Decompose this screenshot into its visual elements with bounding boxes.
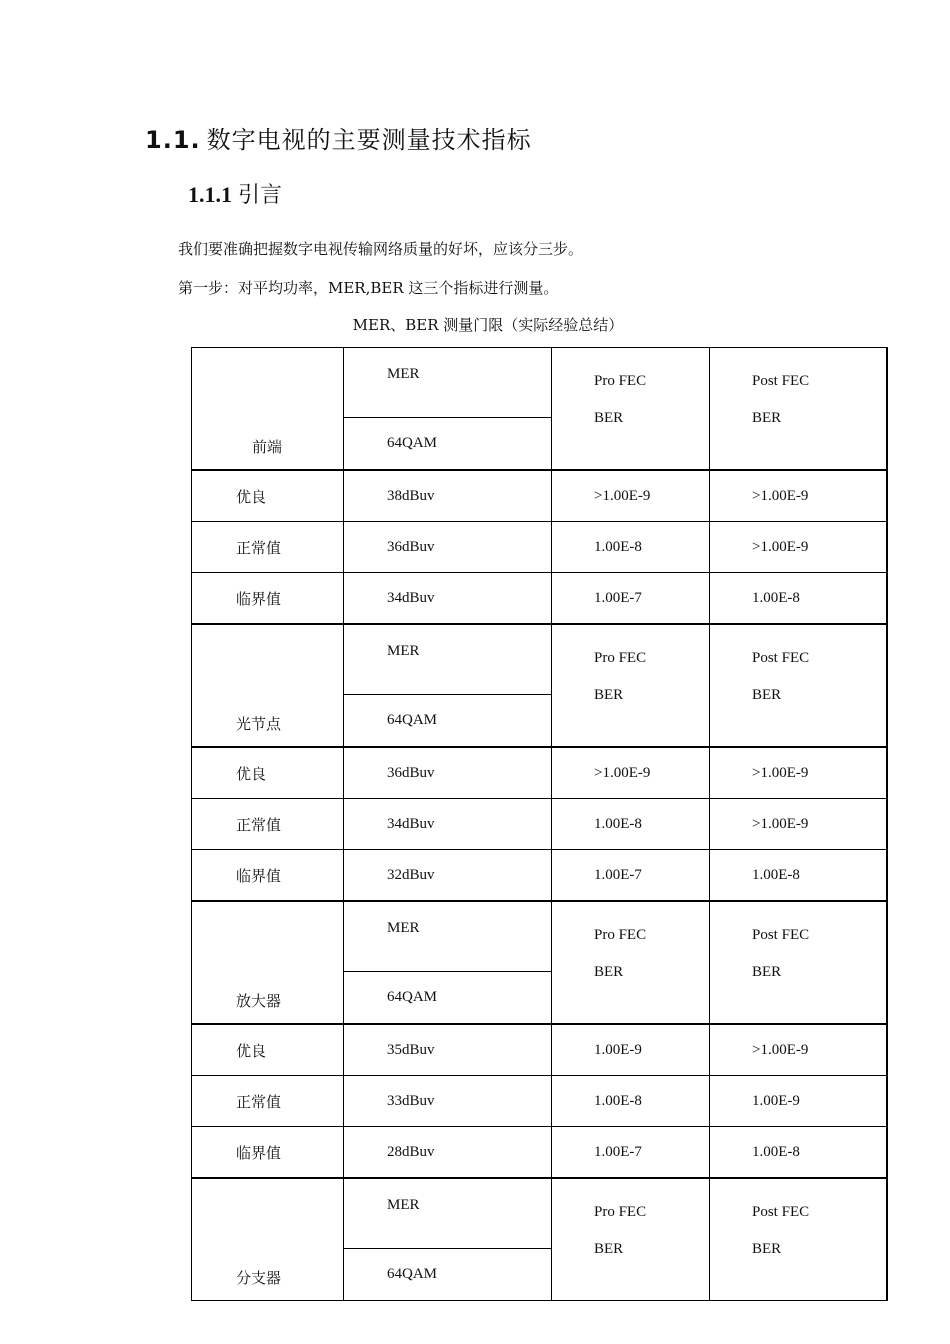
mer-value: 28dBuv [344, 1127, 552, 1179]
step-one-paragraph: 第一步：对平均功率，MER,BER 这三个指标进行测量。 [178, 279, 559, 297]
mer-header: MER [344, 348, 552, 418]
subsection-number: 1.1.1 [188, 182, 232, 207]
post-fec-ber-label: BER [752, 1241, 782, 1257]
subsection-title: 引言 [238, 183, 283, 208]
group-header-row [192, 901, 887, 972]
pro-fec-label: Pro FEC [594, 373, 647, 389]
station-name: 放大器 [236, 994, 282, 1010]
quality-label: 临界值 [192, 1127, 344, 1179]
post-fec-header [710, 1178, 887, 1301]
station-name: 光节点 [236, 717, 282, 733]
table-row [192, 799, 887, 850]
table-row [192, 747, 887, 799]
threshold-table [191, 347, 888, 1301]
mer-value: 38dBuv [344, 470, 552, 522]
pro-fec-header [552, 348, 710, 471]
post-fec-label: Post FEC [752, 927, 810, 943]
section-number: 1.1. [145, 126, 201, 154]
intro-paragraph: 我们要准确把握数字电视传输网络质量的好坏，应该分三步。 [178, 240, 584, 258]
quality-label: 临界值 [192, 850, 344, 902]
qam-header: 64QAM [344, 418, 552, 471]
pro-fec-value: 1.00E-7 [552, 850, 710, 902]
subsection-heading [188, 178, 282, 209]
post-fec-value: >1.00E-9 [710, 522, 887, 573]
post-fec-value: >1.00E-9 [710, 1024, 887, 1076]
mer-header: MER [344, 624, 552, 695]
table-row [192, 573, 887, 625]
station-name: 前端 [252, 440, 283, 456]
post-fec-label: Post FEC [752, 373, 810, 389]
pro-fec-header [552, 1178, 710, 1301]
pro-fec-label: Pro FEC [594, 1204, 647, 1220]
pro-fec-label: Pro FEC [594, 650, 647, 666]
qam-header: 64QAM [344, 972, 552, 1025]
quality-label: 正常值 [192, 1076, 344, 1127]
group-header-row [192, 1178, 887, 1249]
mer-value: 36dBuv [344, 747, 552, 799]
station-cell [192, 1178, 344, 1301]
qam-header: 64QAM [344, 695, 552, 748]
station-name: 分支器 [236, 1271, 282, 1287]
group-header-row [192, 624, 887, 695]
pro-fec-ber-label: BER [594, 964, 624, 980]
pro-fec-ber-label: BER [594, 687, 624, 703]
quality-label: 优良 [192, 470, 344, 522]
pro-fec-value: 1.00E-9 [552, 1024, 710, 1076]
pro-fec-value: 1.00E-8 [552, 799, 710, 850]
mer-value: 34dBuv [344, 573, 552, 625]
post-fec-header [710, 348, 887, 471]
pro-fec-value: 1.00E-8 [552, 1076, 710, 1127]
quality-label: 正常值 [192, 799, 344, 850]
post-fec-value: 1.00E-8 [710, 1127, 887, 1179]
station-cell [192, 348, 344, 471]
pro-fec-label: Pro FEC [594, 927, 647, 943]
pro-fec-value: >1.00E-9 [552, 470, 710, 522]
post-fec-value: 1.00E-8 [710, 850, 887, 902]
station-cell [192, 901, 344, 1024]
pro-fec-ber-label: BER [594, 410, 624, 426]
post-fec-ber-label: BER [752, 410, 782, 426]
quality-label: 正常值 [192, 522, 344, 573]
group-header-row [192, 348, 887, 418]
mer-header: MER [344, 901, 552, 972]
pro-fec-value: >1.00E-9 [552, 747, 710, 799]
post-fec-value: >1.00E-9 [710, 470, 887, 522]
table-row [192, 522, 887, 573]
quality-label: 临界值 [192, 573, 344, 625]
post-fec-header [710, 624, 887, 747]
table-row [192, 1127, 887, 1179]
table-row [192, 850, 887, 902]
section-title: 数字电视的主要测量技术指标 [206, 126, 532, 154]
mer-value: 36dBuv [344, 522, 552, 573]
post-fec-value: >1.00E-9 [710, 799, 887, 850]
section-heading [145, 120, 532, 155]
quality-label: 优良 [192, 747, 344, 799]
pro-fec-header [552, 624, 710, 747]
mer-value: 34dBuv [344, 799, 552, 850]
mer-value: 32dBuv [344, 850, 552, 902]
post-fec-value: >1.00E-9 [710, 747, 887, 799]
qam-header: 64QAM [344, 1249, 552, 1301]
pro-fec-ber-label: BER [594, 1241, 624, 1257]
post-fec-ber-label: BER [752, 687, 782, 703]
table-row [192, 470, 887, 522]
pro-fec-value: 1.00E-7 [552, 573, 710, 625]
post-fec-label: Post FEC [752, 650, 810, 666]
station-cell [192, 624, 344, 747]
pro-fec-value: 1.00E-8 [552, 522, 710, 573]
mer-value: 33dBuv [344, 1076, 552, 1127]
post-fec-header [710, 901, 887, 1024]
post-fec-value: 1.00E-9 [710, 1076, 887, 1127]
table-caption: MER、BER 测量门限（实际经验总结） [352, 316, 624, 334]
table-row [192, 1076, 887, 1127]
pro-fec-header [552, 901, 710, 1024]
post-fec-ber-label: BER [752, 964, 782, 980]
mer-value: 35dBuv [344, 1024, 552, 1076]
table-row [192, 1024, 887, 1076]
mer-header: MER [344, 1178, 552, 1249]
quality-label: 优良 [192, 1024, 344, 1076]
post-fec-value: 1.00E-8 [710, 573, 887, 625]
post-fec-label: Post FEC [752, 1204, 810, 1220]
pro-fec-value: 1.00E-7 [552, 1127, 710, 1179]
